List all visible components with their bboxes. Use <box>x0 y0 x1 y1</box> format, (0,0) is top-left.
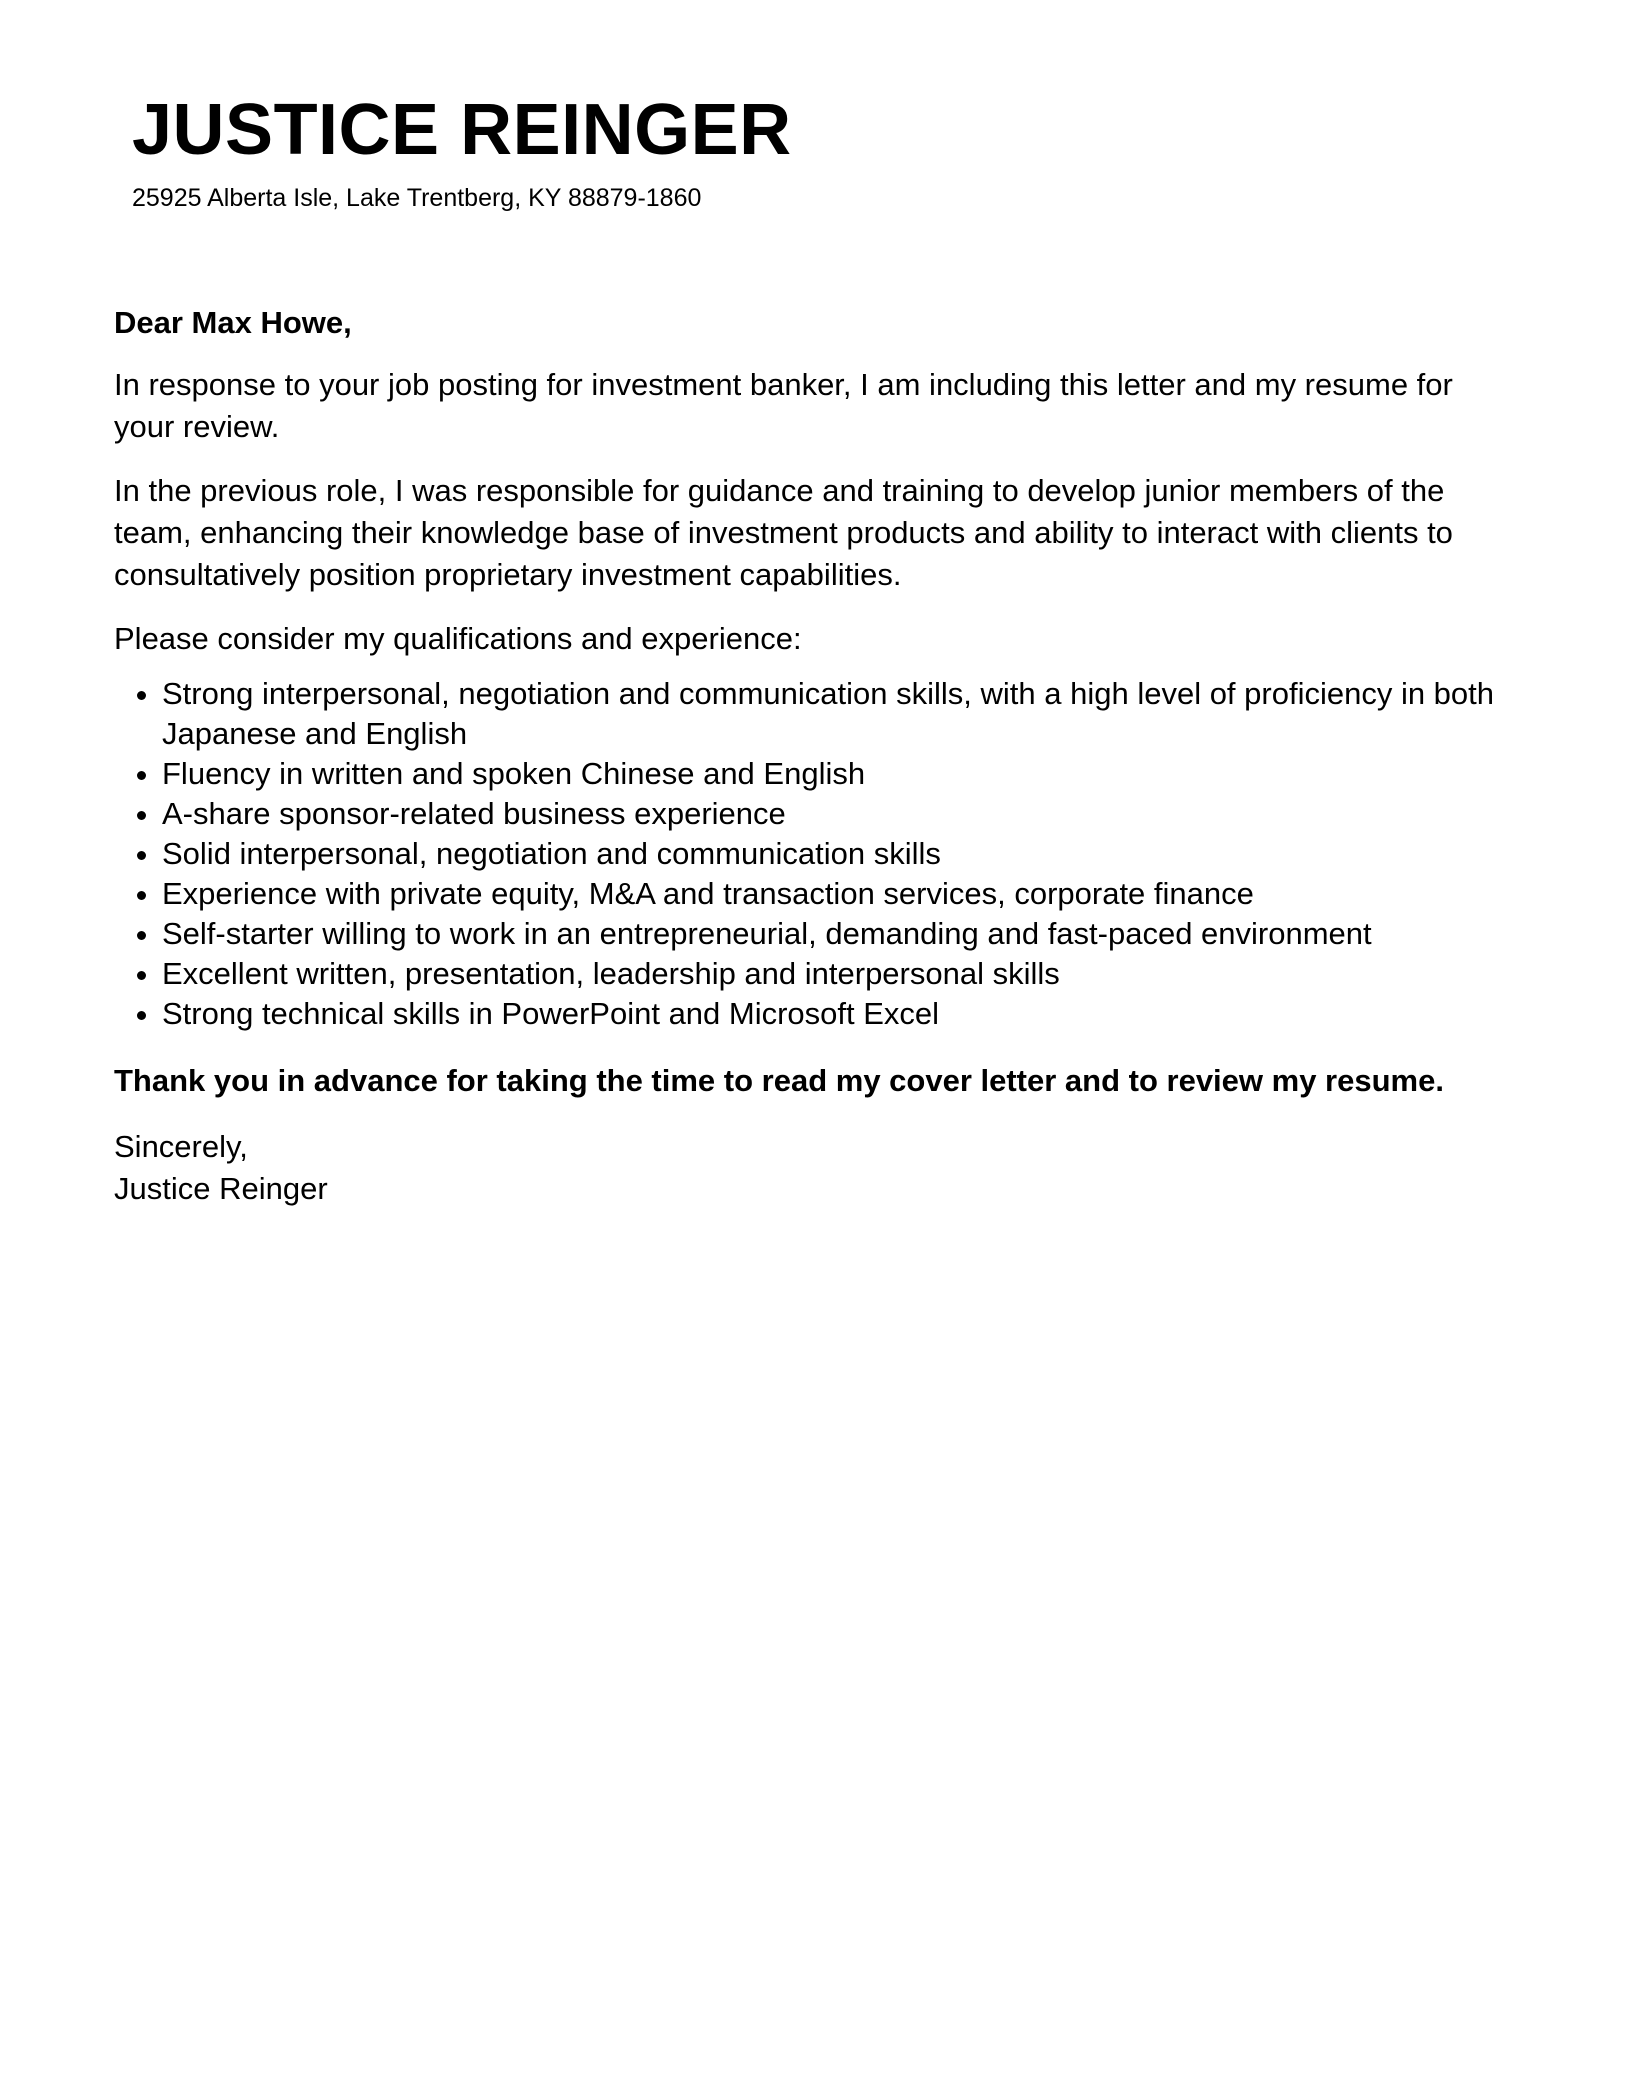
closing-statement: Thank you in advance for taking the time to read my cover letter and to review my resume. <box>114 1063 1444 1098</box>
qualifications-intro: Please consider my qualifications and experience: <box>114 621 802 656</box>
qualifications-list <box>114 674 1514 1034</box>
list-item: • A-share sponsor-related business experience <box>162 794 1514 834</box>
experience-paragraph: In the previous role, I was responsible for guidance and training to develop junior members of the team, enhancing their knowledge base of investment products and ability to interact with clients to consultatively position proprietary investment capabilities. <box>114 473 1453 592</box>
salutation: Dear Max Howe, <box>114 305 352 340</box>
letter-header <box>132 88 792 214</box>
list-item: • Fluency in written and spoken Chinese and English <box>162 754 1514 794</box>
list-item: • Solid interpersonal, negotiation and communication skills <box>162 834 1514 874</box>
list-item: • Self-starter willing to work in an entrepreneurial, demanding and fast-paced environment <box>162 914 1514 954</box>
list-item: • Excellent written, presentation, leadership and interpersonal skills <box>162 954 1514 994</box>
signoff: Sincerely, <box>114 1129 248 1164</box>
letter-body <box>114 302 1514 1210</box>
list-item: • Experience with private equity, M&A and transaction services, corporate finance <box>162 874 1514 914</box>
applicant-name: JUSTICE REINGER <box>132 90 792 170</box>
list-item: • Strong interpersonal, negotiation and communication skills, with a high level of proficiency in both Japanese and English <box>162 674 1514 754</box>
list-item: • Strong technical skills in PowerPoint and Microsoft Excel <box>162 994 1514 1034</box>
applicant-address: 25925 Alberta Isle, Lake Trentberg, KY 88879-1860 <box>132 184 702 212</box>
intro-paragraph: In response to your job posting for investment banker, I am including this letter and my resume for your review. <box>114 367 1453 444</box>
signature-name: Justice Reinger <box>114 1171 328 1206</box>
